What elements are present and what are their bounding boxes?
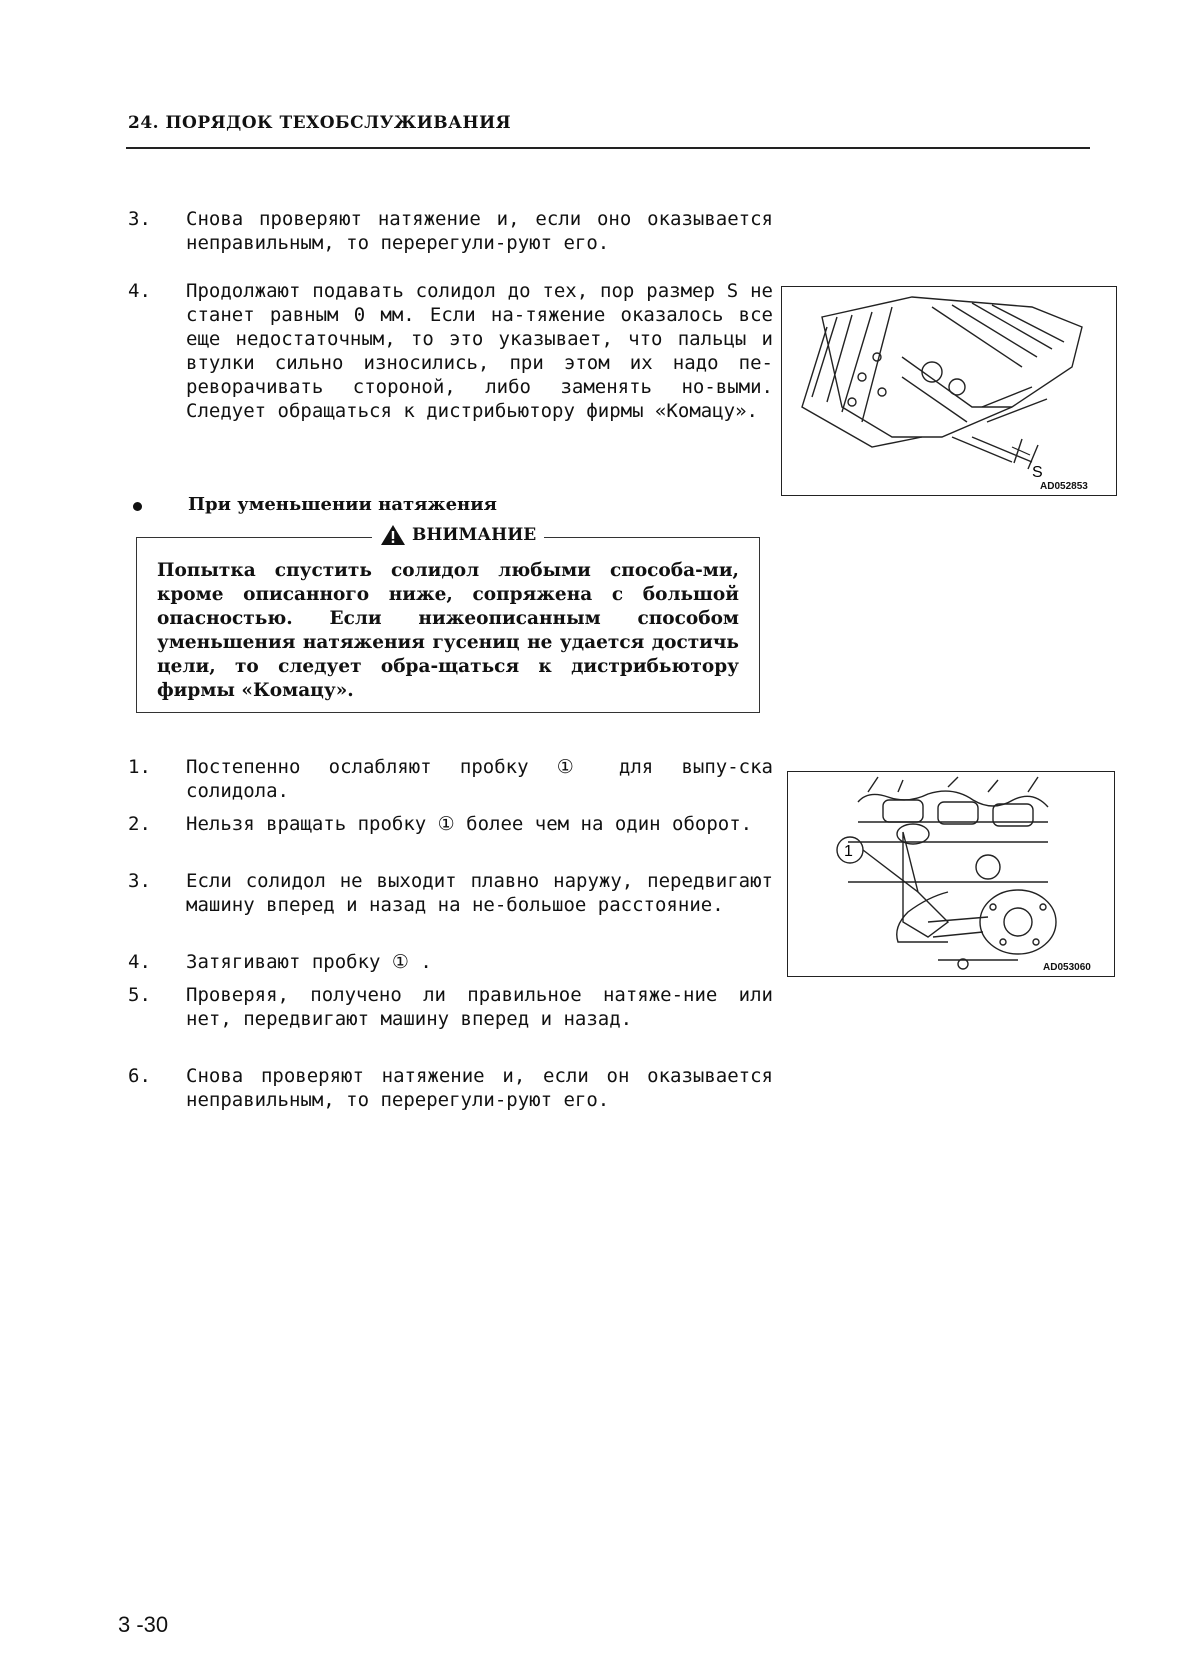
step-text: Нельзя вращать пробку ① более чем на один оборот.: [186, 813, 753, 835]
figure-code: AD053060: [1043, 962, 1091, 973]
step-text: Снова проверяют натяжение и, если он оказывается неправильным, то перерегули-руют его.: [186, 1065, 773, 1111]
step-text: Проверяя, получено ли правильное натяже-ние или нет, передвигают машину вперед и назад.: [186, 984, 773, 1030]
warning-triangle-icon: [380, 524, 406, 546]
step-number: 4.: [128, 280, 151, 302]
warning-text: Попытка спустить солидол любыми способа-ми, кроме описанного ниже, сопряжена с большой опасностью. Если нижеописанным способом уменьшения натяжения гусениц не удается достичь цели, то следует обра-щаться к дистрибьютору фирмы «Комацу».: [157, 560, 739, 701]
grease-plug-figure: [787, 771, 1115, 977]
step-number: 1.: [128, 756, 151, 778]
warning-title-text: ВНИМАНИЕ: [412, 525, 537, 545]
track-tension-figure: [781, 286, 1117, 496]
step-item: [128, 869, 773, 941]
callout-1-label: 1: [844, 843, 853, 860]
step-number: 5.: [128, 984, 151, 1006]
step-item: [128, 279, 773, 471]
step-number: 6.: [128, 1065, 151, 1087]
figure-code: AD052853: [1040, 481, 1088, 492]
page-number: 3 -30: [118, 1612, 169, 1637]
bullet-icon: [133, 502, 142, 511]
bullet-heading: При уменьшении натяжения: [188, 494, 497, 515]
step-item: [128, 950, 773, 974]
track-shoe-drawing: [782, 287, 1116, 495]
step-number: 3.: [128, 870, 151, 892]
step-number: 2.: [128, 813, 151, 835]
dimension-s-label: S: [1032, 464, 1043, 481]
step-text: Продолжают подавать солидол до тех, пор размер S не станет равным 0 мм. Если на-тяжение оказалось все еще недостаточным, то это указывает, что пальцы и втулки сильно износились, при этом их надо пе-реворачивать стороной, либо заменять но-выми. Следует обращаться к дистрибьютору фирмы «Комацу».: [186, 280, 773, 422]
step-number: 3.: [128, 208, 151, 230]
step-text: Затягивают пробку ① .: [186, 951, 432, 973]
step-item: [128, 983, 773, 1055]
step-item: [128, 812, 773, 860]
step-item: [128, 755, 773, 803]
step-text: Если солидол не выходит плавно наружу, передвигают машину вперед и назад на не-большое расстояние.: [186, 870, 773, 916]
step-item: [128, 207, 773, 279]
page-header-title: 24. ПОРЯДОК ТЕХОБСЛУЖИВАНИЯ: [128, 113, 512, 133]
step-item: [128, 1064, 773, 1136]
step-number: 4.: [128, 951, 151, 973]
grease-plug-drawing: [788, 772, 1114, 976]
step-text: Снова проверяют натяжение и, если оно оказывается неправильным, то перерегули-руют его.: [186, 208, 773, 254]
header-rule: [126, 147, 1090, 149]
step-text: Постепенно ослабляют пробку ① для выпу-ска солидола.: [186, 756, 773, 802]
warning-title: [372, 524, 544, 546]
